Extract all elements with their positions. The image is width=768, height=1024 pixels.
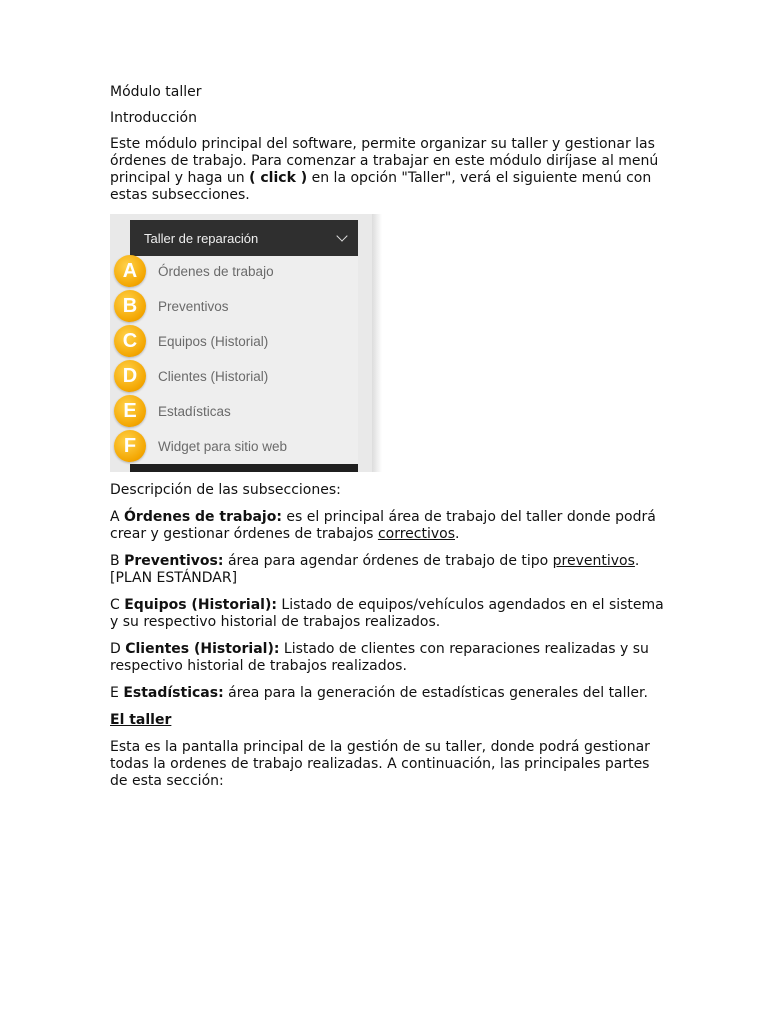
menu-item-f [110, 429, 370, 463]
document-title: Módulo taller [110, 84, 202, 100]
letter: B [110, 553, 120, 569]
text: área para agendar órdenes de trabajo de tipo [227, 553, 549, 569]
menu-header [130, 220, 358, 256]
description-a [110, 509, 670, 543]
description-c [110, 597, 670, 631]
description-e [110, 685, 670, 702]
term: Clientes (Historial): [125, 641, 280, 657]
description-d [110, 641, 670, 675]
intro-text-2: en la opción "Taller", verá el siguiente menú con estas subsecciones. [110, 170, 652, 203]
tail: . [PLAN ESTÁNDAR] [110, 553, 640, 586]
menu-item-label: Widget para sitio web [158, 438, 288, 454]
menu-item-b [110, 289, 370, 323]
description-b [110, 553, 670, 587]
badge-b: B [114, 290, 146, 322]
letter: C [110, 597, 120, 613]
taller-heading [110, 712, 670, 729]
intro-text-1: Este módulo principal del software, permite organizar su taller y gestionar las órdenes de trabajo. Para comenzar a trabajar en este módulo diríjase al menú principal y haga un [110, 136, 659, 186]
badge-d: D [114, 360, 146, 392]
link-preventivos[interactable]: preventivos [552, 553, 635, 569]
link-correctivos[interactable]: correctivos [377, 526, 455, 542]
letter: E [110, 685, 119, 701]
descriptions-heading: Descripción de las subsecciones: [110, 482, 341, 498]
badge-c: C [114, 325, 146, 357]
term: Estadísticas: [123, 685, 224, 701]
menu-item-label: Clientes (Historial) [158, 368, 269, 384]
menu-footer [130, 464, 358, 472]
taller-heading-text: El taller [110, 712, 172, 728]
menu-item-label: Estadísticas [158, 403, 231, 419]
letter: A [110, 509, 120, 525]
intro-paragraph [110, 136, 670, 204]
intro-heading: Introducción [110, 110, 197, 126]
menu-item-label: Preventivos [158, 298, 229, 314]
taller-paragraph: Esta es la pantalla principal de la gestión de su taller, donde podrá gestionar todas la ordenes de trabajo realizadas. A continuación, las principales partes de esta sección: [110, 739, 650, 789]
term: Preventivos: [124, 553, 224, 569]
menu-screenshot [110, 214, 378, 472]
text: es el principal área de trabajo del taller donde podrá crear y gestionar órdenes de trabajos [110, 509, 656, 542]
term: Equipos (Historial): [124, 597, 277, 613]
chevron-down-icon [336, 230, 347, 241]
badge-f: F [114, 430, 146, 462]
tail: . [455, 526, 460, 542]
text: área para la generación de estadísticas generales del taller. [228, 685, 648, 701]
menu-item-c [110, 324, 370, 358]
menu-item-d [110, 359, 370, 393]
menu-item-a [110, 254, 370, 288]
menu-item-label: Órdenes de trabajo [158, 263, 274, 279]
text: Listado de equipos/vehículos agendados en el sistema y su respectivo historial de trabajos realizados. [110, 597, 664, 630]
badge-a: A [114, 255, 146, 287]
intro-click: ( click ) [249, 170, 308, 186]
menu-header-label: Taller de reparación [144, 230, 259, 246]
letter: D [110, 641, 121, 657]
term: Órdenes de trabajo: [124, 509, 282, 525]
menu-item-label: Equipos (Historial) [158, 333, 269, 349]
badge-e: E [114, 395, 146, 427]
text: Listado de clientes con reparaciones realizadas y su respectivo historial de trabajos realizados. [110, 641, 649, 674]
menu-item-e [110, 394, 370, 428]
document-page [110, 84, 670, 800]
